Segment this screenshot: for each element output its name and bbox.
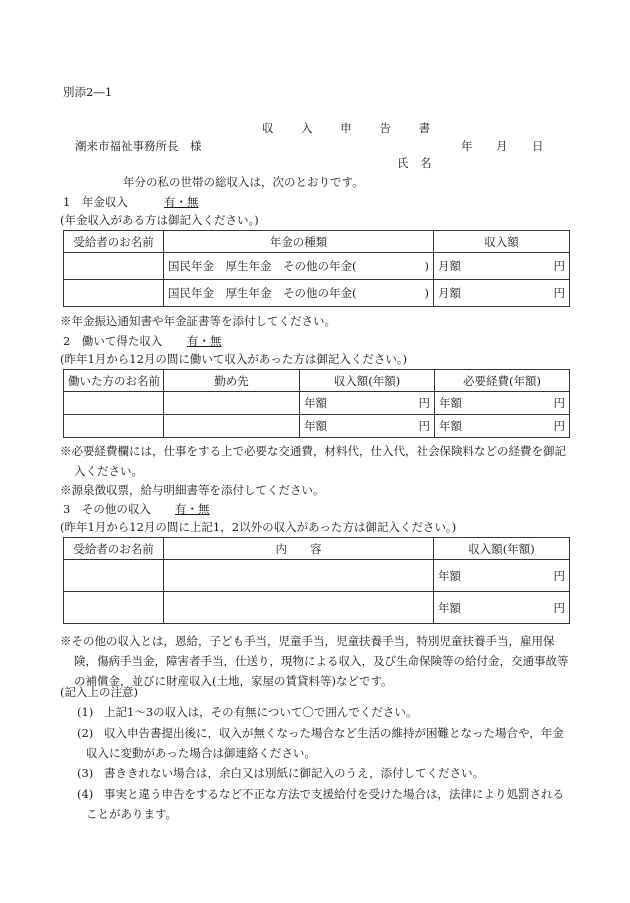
pension-header-name: 受給者のお名前	[64, 231, 164, 253]
section3-note: ※その他の収入とは，恩給，子ども手当，児童手当，児童扶養手当，特別児童扶養手当，雇用保険，傷病手当金，障害者手当，仕送り，現物による収入，及び生命保険等の給付金，交通事故等の補償金，並びに財産収入(土地，家屋の賃貸料等)などです。	[60, 634, 569, 688]
table-row	[64, 392, 570, 415]
date-day-label: 日	[532, 139, 544, 153]
note-text: 収入申告書提出後に，収入が無くなった場合など生活の維持が困難となった場合や，年金収入に変動があった場合は御連絡ください。	[86, 726, 564, 760]
employment-header-income: 収入額(年額)	[300, 370, 435, 392]
section2-note-expenses: ※必要経費欄には，仕事をする上で必要な交通費，材料代，仕入代，社会保険料などの経費を御記入ください。	[60, 444, 566, 478]
section2-instruction: (昨年1月から12月の間に働いて収入があった方は御記入ください。)	[60, 352, 408, 366]
table-row	[64, 560, 570, 592]
table-row	[64, 253, 570, 280]
addressee: 潮来市福祉事務所長 様	[75, 139, 202, 153]
section2-heading: 2 働いて得た収入	[63, 334, 163, 348]
pension-amount-cell[interactable]: 月額 円	[434, 253, 570, 280]
pension-type-cell[interactable]: 国民年金 厚生年金 その他の年金( )	[164, 253, 434, 280]
pension-header-amount: 収入額	[434, 231, 570, 253]
section1-note: ※年金振込通知書や年金証書等を添付してください。	[60, 314, 336, 328]
pension-header-type: 年金の種類	[164, 231, 434, 253]
section3-heading: 3 その他の収入	[63, 502, 151, 516]
employment-header-name: 働いた方のお名前	[64, 370, 164, 392]
employment-expenses-cell[interactable]: 年額 円	[435, 392, 570, 415]
date-year-label: 年	[461, 139, 473, 153]
section1-heading: 1 年金収入	[63, 195, 128, 209]
other-name-cell[interactable]	[64, 592, 164, 624]
pension-name-cell[interactable]	[64, 280, 164, 307]
employment-income-cell[interactable]: 年額 円	[300, 415, 435, 438]
section2-note-documents: ※源泉徴収票，給与明細書等を添付してください。	[60, 483, 325, 497]
employment-expenses-cell[interactable]: 年額 円	[435, 415, 570, 438]
employment-employer-cell[interactable]	[164, 392, 300, 415]
section1-presence-mark: 有・無	[164, 195, 199, 209]
pension-table	[63, 230, 570, 307]
note-number: (2)	[77, 726, 94, 740]
employment-employer-cell[interactable]	[164, 415, 300, 438]
intro-text: 年分の私の世帯の総収入は，次のとおりです。	[123, 175, 364, 189]
other-content-cell[interactable]	[164, 560, 434, 592]
other-header-name: 受給者のお名前	[64, 538, 164, 560]
pension-amount-cell[interactable]: 月額 円	[434, 280, 570, 307]
employment-header-employer: 勤め先	[164, 370, 300, 392]
note-number: (3)	[77, 766, 94, 780]
other-income-table	[63, 537, 570, 624]
applicant-name-label: 氏 名	[397, 156, 432, 170]
page-title: 収 入 申 告 書	[262, 121, 443, 135]
employment-table	[63, 369, 570, 438]
other-amount-cell[interactable]: 年額 円	[434, 592, 570, 624]
table-row	[64, 415, 570, 438]
note-text: 書ききれない場合は，余白又は別紙に御記入のうえ，添付してください。	[104, 766, 485, 780]
other-content-cell[interactable]	[164, 592, 434, 624]
employment-header-expenses: 必要経費(年額)	[435, 370, 570, 392]
other-header-amount: 収入額(年額)	[434, 538, 570, 560]
employment-name-cell[interactable]	[64, 415, 164, 438]
pension-type-cell[interactable]: 国民年金 厚生年金 その他の年金( )	[164, 280, 434, 307]
date-month-label: 月	[496, 139, 508, 153]
note-number: (1)	[77, 705, 94, 719]
notes-heading: (記入上の注意)	[60, 685, 138, 699]
table-row	[64, 280, 570, 307]
note-number: (4)	[77, 787, 94, 801]
pension-name-cell[interactable]	[64, 253, 164, 280]
employment-income-cell[interactable]: 年額 円	[300, 392, 435, 415]
employment-name-cell[interactable]	[64, 392, 164, 415]
note-text: 上記1～3の収入は，その有無について〇で囲んでください。	[104, 705, 418, 719]
other-amount-cell[interactable]: 年額 円	[434, 560, 570, 592]
table-row	[64, 592, 570, 624]
section2-presence-mark: 有・無	[187, 334, 222, 348]
document-reference: 別添2―1	[63, 85, 113, 99]
other-header-content: 内 容	[164, 538, 434, 560]
section3-presence-mark: 有・無	[175, 502, 210, 516]
section3-instruction: (昨年1月から12月の間に上記1，2以外の収入があった方は御記入ください。)	[60, 520, 457, 534]
note-text: 事実と違う申告をするなど不正な方法で支援給付を受けた場合は，法律により処罰されることがあります。	[86, 787, 564, 821]
other-name-cell[interactable]	[64, 560, 164, 592]
section1-instruction: (年金収入がある方は御記入ください。)	[60, 213, 259, 227]
